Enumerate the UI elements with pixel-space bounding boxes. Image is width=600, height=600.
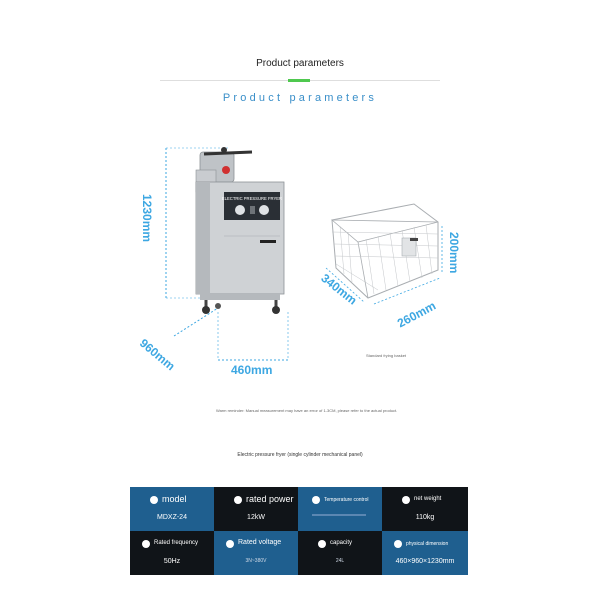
bullet-icon	[312, 496, 320, 504]
bullet-icon	[402, 496, 410, 504]
param-value: 50Hz	[163, 558, 181, 565]
param-value-line	[312, 514, 366, 516]
basket-height-label: 200mm	[447, 232, 461, 274]
param-value: 110kg	[415, 514, 435, 521]
param-value: 24L	[335, 558, 345, 564]
param-capacity	[298, 531, 382, 575]
param-net-weight	[382, 487, 468, 531]
bullet-icon	[234, 496, 242, 504]
param-rated-frequency	[130, 531, 214, 575]
param-label: net weight	[414, 496, 442, 502]
param-label: rated power	[246, 494, 294, 504]
bullet-icon	[318, 540, 326, 548]
basket-caption: Standard frying basket	[366, 353, 407, 358]
bullet-icon	[394, 540, 402, 548]
param-value: 12kW	[247, 514, 265, 521]
parameter-table	[130, 487, 468, 575]
title-accent-bar	[288, 79, 310, 82]
param-label: physical dimension	[406, 541, 449, 547]
fryer-panel-label: ELECTRIC PRESSURE FRYER	[221, 196, 283, 201]
param-value: MDXZ-24	[157, 514, 187, 521]
param-label: capacity	[330, 540, 353, 546]
param-value: 460×960×1230mm	[395, 558, 455, 565]
page-subtitle: Product parameters	[222, 92, 378, 104]
basket-depth-label: 340mm	[318, 271, 360, 308]
param-physical-dimension	[382, 531, 468, 575]
param-value: 3N~380V	[245, 558, 267, 564]
product-name: Electric pressure fryer (single cylinder mechanical panel)	[237, 452, 363, 458]
param-label: Rated voltage	[238, 539, 282, 546]
param-label: Temperature control	[324, 497, 369, 503]
param-label: model	[162, 494, 187, 504]
bullet-icon	[226, 540, 234, 548]
param-label: Rated frequency	[154, 540, 199, 546]
width-dimension-label: 460mm	[231, 363, 273, 377]
bullet-icon	[142, 540, 150, 548]
depth-dimension-label: 960mm	[137, 336, 178, 374]
page-title: Product parameters	[256, 58, 344, 69]
height-dimension-label: 1230mm	[140, 194, 154, 243]
bullet-icon	[150, 496, 158, 504]
param-model	[130, 487, 214, 531]
measurement-note: Warm reminder: Manual measurement may have an error of 1-3CM, please refer to the actual product.	[216, 408, 398, 413]
pressure-fryer-image	[160, 140, 300, 380]
param-rated-voltage	[214, 531, 298, 575]
param-rated-power	[214, 487, 298, 531]
frying-basket-image	[318, 198, 454, 318]
param-temperature-control	[298, 487, 382, 531]
basket-width-label: 260mm	[395, 298, 439, 331]
